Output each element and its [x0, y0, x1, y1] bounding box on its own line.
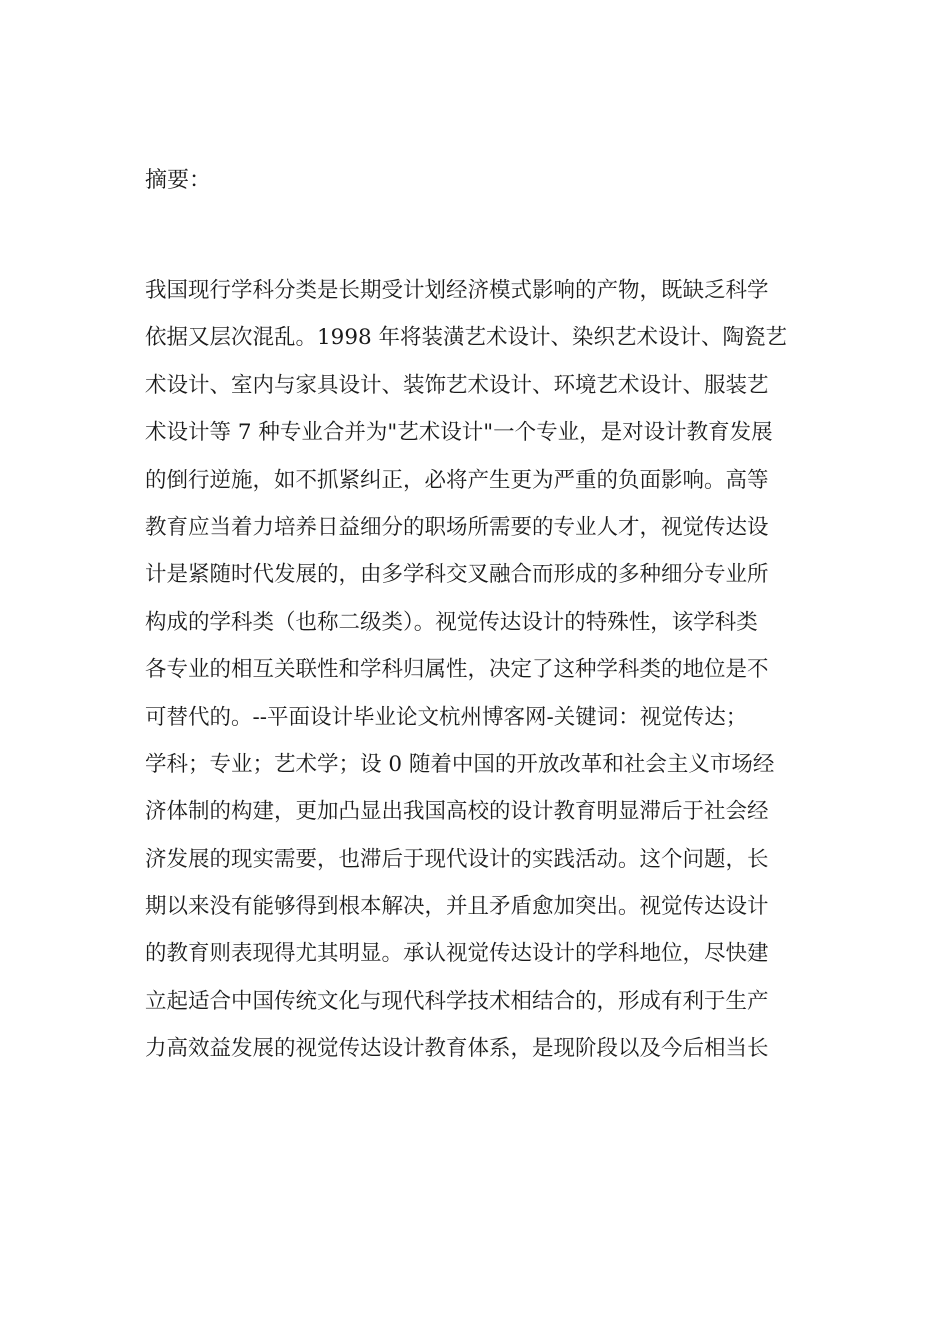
text-line: 济体制的构建，更加凸显出我国高校的设计教育明显滞后于社会经 — [145, 799, 769, 825]
text-line: 各专业的相互关联性和学科归属性，决定了这种学科类的地位是不 — [145, 657, 769, 683]
text-line: 构成的学科类（也称二级类）。视觉传达设计的特殊性，该学科类 — [145, 609, 758, 635]
text-line: 期以来没有能够得到根本解决，并且矛盾愈加突出。视觉传达设计 — [145, 894, 769, 920]
text-line: 学科；专业；艺术学；设 0 随着中国的开放改革和社会主义市场经 — [145, 751, 775, 777]
text-line: 的教育则表现得尤其明显。承认视觉传达设计的学科地位，尽快建 — [145, 941, 769, 967]
text-line: 术设计等 7 种专业合并为"艺术设计"一个专业，是对设计教育发展 — [145, 420, 773, 446]
text-line: 力高效益发展的视觉传达设计教育体系，是现阶段以及今后相当长 — [145, 1036, 769, 1062]
text-line: 术设计、室内与家具设计、装饰艺术设计、环境艺术设计、服装艺 — [145, 372, 769, 398]
text-line: 的倒行逆施，如不抓紧纠正，必将产生更为严重的负面影响。高等 — [145, 467, 769, 493]
text-line: 计是紧随时代发展的，由多学科交叉融合而形成的多种细分专业所 — [145, 562, 769, 588]
text-line: 依据又层次混乱。1998 年将装潢艺术设计、染织艺术设计、陶瓷艺 — [145, 325, 788, 351]
abstract-heading: 摘要： — [145, 168, 212, 193]
text-line: 济发展的现实需要，也滞后于现代设计的实践活动。这个问题，长 — [145, 846, 769, 872]
text-line: 可替代的。--平面设计毕业论文杭州博客网-关键词：视觉传达； — [145, 704, 748, 730]
abstract-body — [145, 276, 805, 1082]
text-line: 我国现行学科分类是长期受计划经济模式影响的产物，既缺乏科学 — [145, 278, 769, 303]
text-line: 教育应当着力培养日益细分的职场所需要的专业人才，视觉传达设 — [145, 514, 769, 540]
text-line: 立起适合中国传统文化与现代科学技术相结合的，形成有利于生产 — [145, 988, 769, 1014]
